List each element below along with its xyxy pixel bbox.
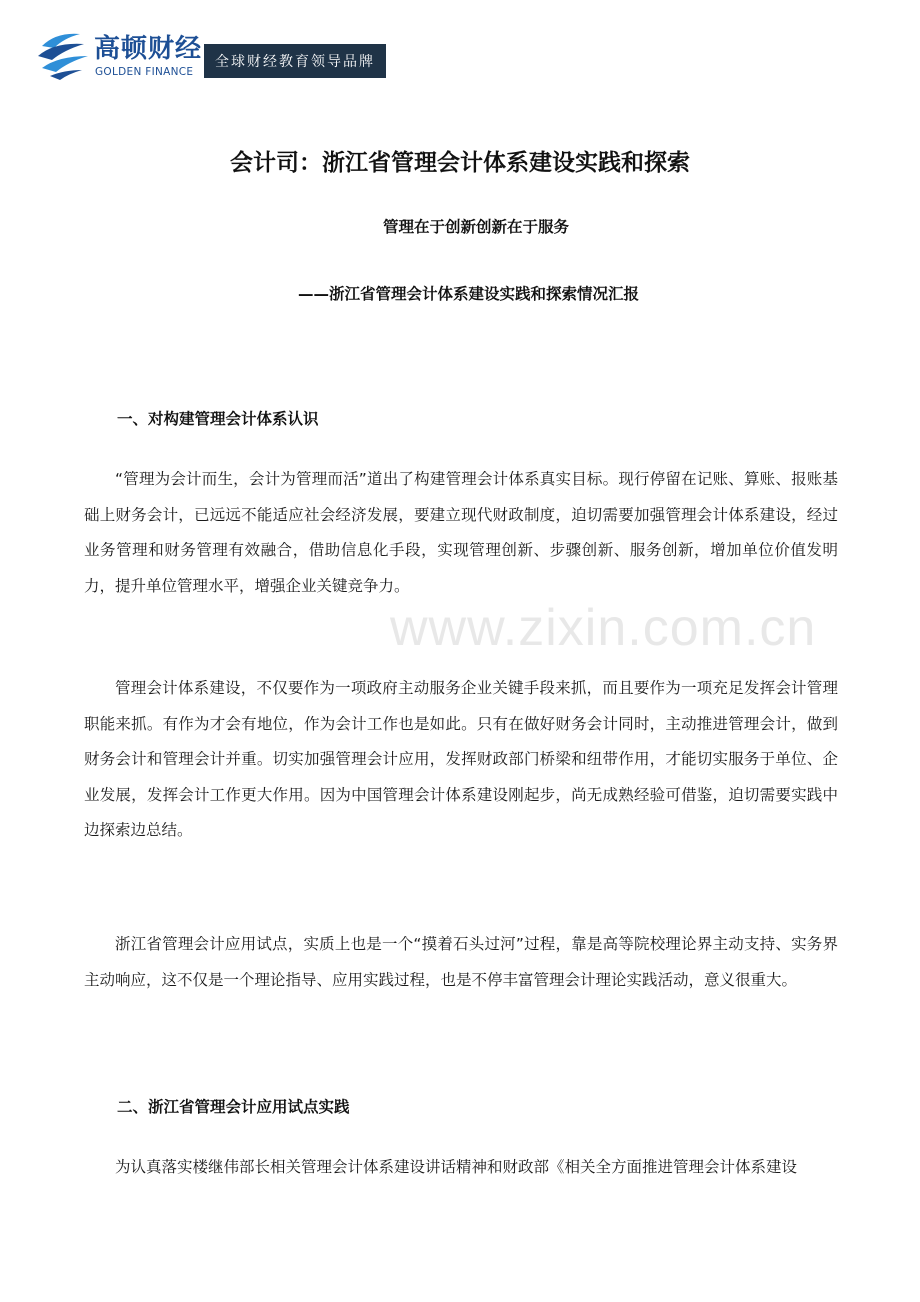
- paragraph: 为认真落实楼继伟部长相关管理会计体系建设讲话精神和财政部《相关全方面推进管理会计体系建设: [115, 1158, 798, 1176]
- paragraph: “管理为会计而生，会计为管理而活”道出了构建管理会计体系真实目标。现行停留在记账、算账、报账基础上财务会计，已远远不能适应社会经济发展，要建立现代财政制度，迫切需要加强管理会计体系建设，经过业务管理和财务管理有效融合，借助信息化手段，实现管理创新、步骤创新、服务创新，增加单位价值发明力，提升单位管理水平，增强企业关键竞争力。: [84, 470, 838, 595]
- brand-slogan: 全球财经教育领导品牌: [204, 44, 386, 78]
- golden-finance-logo-icon: [34, 26, 92, 84]
- document-subtitle-report: ——浙江省管理会计体系建设实践和探索情况汇报: [298, 285, 640, 303]
- document-subtitle: 管理在于创新创新在于服务: [382, 218, 569, 236]
- brand-name-en: GOLDEN FINANCE: [95, 66, 194, 78]
- section-heading-1: 一、对构建管理会计体系认识: [117, 410, 319, 428]
- header-logo: [34, 26, 394, 84]
- watermark: www.zixin.com.cn: [390, 599, 817, 657]
- paragraph: 浙江省管理会计应用试点，实质上也是一个“摸着石头过河”过程，靠是高等院校理论界主动支持、实务界主动响应，这不仅是一个理论指导、应用实践过程，也是不停丰富管理会计理论实践活动，意义很重大。: [84, 935, 838, 989]
- section-heading-2: 二、浙江省管理会计应用试点实践: [117, 1098, 350, 1116]
- brand-name-cn: 高顿财经: [94, 34, 203, 64]
- document-title: 会计司：浙江省管理会计体系建设实践和探索: [230, 150, 690, 176]
- paragraph: 管理会计体系建设，不仅要作为一项政府主动服务企业关键手段来抓，而且要作为一项充足发挥会计管理职能来抓。有作为才会有地位，作为会计工作也是如此。只有在做好财务会计同时，主动推进管理会计，做到财务会计和管理会计并重。切实加强管理会计应用，发挥财政部门桥梁和纽带作用，才能切实服务于单位、企业发展，发挥会计工作更大作用。因为中国管理会计体系建设刚起步，尚无成熟经验可借鉴，迫切需要实践中边探索边总结。: [84, 679, 838, 839]
